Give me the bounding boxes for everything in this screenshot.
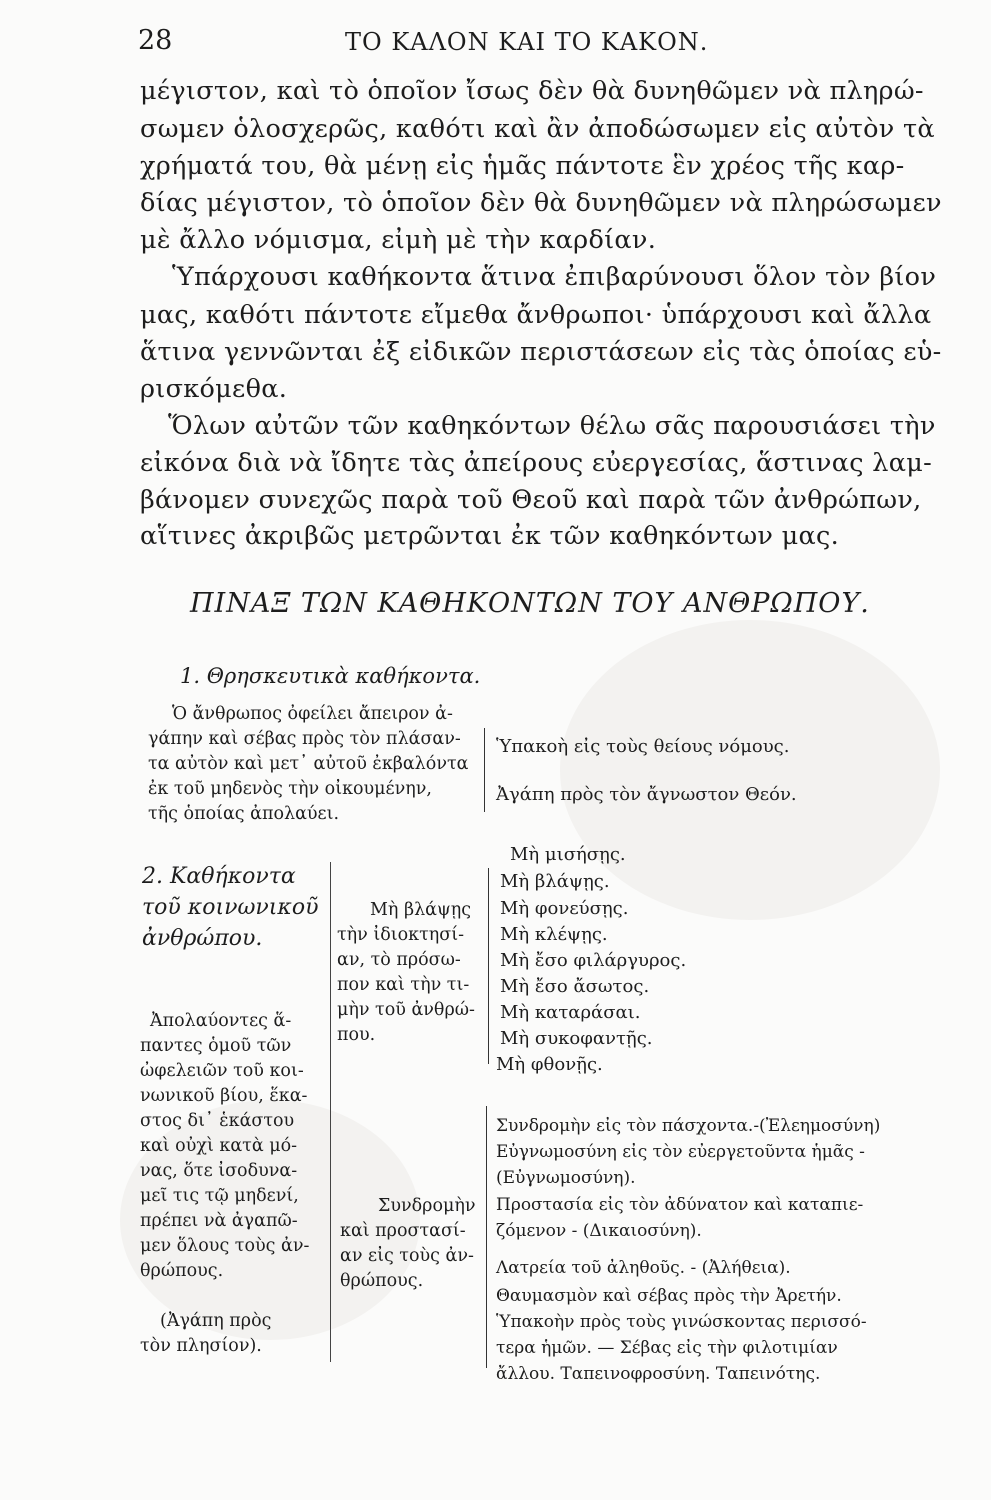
group-a-brace bbox=[488, 868, 489, 1064]
group-a-item: Μὴ φονεύσῃς. bbox=[500, 898, 629, 919]
section2-description-line: καὶ οὐχὶ κατὰ μό- bbox=[140, 1136, 298, 1156]
paper-stain bbox=[560, 620, 940, 920]
group-b-item: Προστασία εἰς τὸν ἀδύνατον καὶ καταπιε- bbox=[496, 1195, 864, 1215]
body-line: μας, καθότι πάντοτε εἴμεθα ἄνθρωποι· ὑπάρχουσι καὶ ἄλλα bbox=[140, 300, 932, 330]
body-line: Ὅλων αὐτῶν τῶν καθηκόντων θέλω σᾶς παρουσιάσει τὴν bbox=[168, 411, 936, 441]
group-a-item: Μὴ συκοφαντῇς. bbox=[500, 1028, 653, 1049]
love-note-line: (Ἀγάπη πρὸς bbox=[160, 1311, 272, 1331]
section2-description-line: μεῖ τις τῷ μηδενί, bbox=[140, 1186, 299, 1206]
group-a-item: Μὴ μισήσῃς. bbox=[510, 844, 626, 865]
section1-heading: 1. Θρησκευτικὰ καθήκοντα. bbox=[180, 664, 481, 688]
section1-duty: Ἀγάπη πρὸς τὸν ἄγνωστον Θεόν. bbox=[496, 784, 797, 805]
section2-description-line: στος δι᾽ ἑκάστου bbox=[140, 1111, 295, 1131]
group-b-item: Θαυμασμὸν καὶ σέβας πρὸς τὴν Ἀρετήν. bbox=[496, 1286, 842, 1306]
section2-description-line: μεν ὅλους τοὺς ἀν- bbox=[140, 1236, 310, 1256]
section2-description-line: νας, ὅτε ἰσοδυνα- bbox=[140, 1161, 298, 1181]
group-b-label-line: Συνδρομὴν bbox=[378, 1196, 476, 1216]
group-a-item: Μὴ κλέψῃς. bbox=[500, 924, 608, 945]
group-b-item: τερα ἡμῶν. — Σέβας εἰς τὴν φιλοτιμίαν bbox=[496, 1338, 838, 1358]
group-a-label-line: Μὴ βλάψῃς bbox=[370, 900, 472, 920]
body-line: δίας μέγιστον, τὸ ὁποῖον δὲν θὰ δυνηθῶμεν νὰ πληρώσωμεν bbox=[140, 188, 942, 218]
body-line: Ὑπάρχουσι καθήκοντα ἅτινα ἐπιβαρύνουσι ὅλον τὸν βίον bbox=[172, 262, 937, 292]
group-b-brace bbox=[486, 1106, 487, 1368]
section1-description-line: ἐκ τοῦ μηδενὸς τὴν οἰκουμένην, bbox=[148, 779, 432, 799]
love-note-line: τὸν πλησίον). bbox=[140, 1336, 262, 1356]
group-b-item: ζόμενον - (Δικαιοσύνη). bbox=[496, 1221, 702, 1241]
section2-description-line: παντες ὁμοῦ τῶν bbox=[140, 1036, 292, 1056]
group-a-item: Μὴ καταράσαι. bbox=[500, 1002, 641, 1023]
group-b-item: Εὐγνωμοσύνη εἰς τὸν εὐεργετοῦντα ἡμᾶς - bbox=[496, 1142, 865, 1162]
group-a-label-line: μὴν τοῦ ἀνθρώ- bbox=[337, 1000, 475, 1020]
section2-divider bbox=[330, 862, 331, 1362]
group-b-label-line: αν εἰς τοὺς ἀν- bbox=[340, 1246, 474, 1266]
section1-brace bbox=[484, 728, 485, 812]
body-line: σωμεν ὁλοσχερῶς, καθότι καὶ ἂν ἀποδώσωμεν εἰς αὐτὸν τὰ bbox=[140, 114, 935, 144]
section2-description-line: Ἀπολαύοντες ἅ- bbox=[150, 1011, 292, 1031]
section2-description-line: θρώπους. bbox=[140, 1261, 224, 1281]
body-line: βάνομεν συνεχῶς παρὰ τοῦ Θεοῦ καὶ παρὰ τῶν ἀνθρώπων, bbox=[140, 485, 922, 515]
group-a-label-line: που. bbox=[337, 1025, 376, 1045]
section1-description-line: τα αὐτὸν καὶ μετ᾽ αὐτοῦ ἐκβαλόντα bbox=[148, 754, 469, 774]
group-b-item: Ὑπακοὴν πρὸς τοὺς γινώσκοντας περισσό- bbox=[496, 1312, 867, 1332]
group-b-item: ἄλλου. Ταπεινοφροσύνη. Ταπεινότης. bbox=[496, 1364, 821, 1384]
group-b-item: Λατρεία τοῦ ἀληθοῦς. - (Ἀλήθεια). bbox=[496, 1258, 791, 1278]
page-number: 28 bbox=[138, 25, 173, 56]
group-a-item: Μὴ ἔσο ἄσωτος. bbox=[500, 976, 650, 997]
section1-duty: Ὑπακοὴ εἰς τοὺς θείους νόμους. bbox=[496, 736, 790, 757]
body-line: χρήματά του, θὰ μένῃ εἰς ἡμᾶς πάντοτε ἓν χρέος τῆς καρ- bbox=[140, 151, 905, 181]
section2-description-line: νωνικοῦ βίου, ἕκα- bbox=[140, 1086, 308, 1106]
section2-description-line: πρέπει νὰ ἀγαπῶ- bbox=[140, 1211, 298, 1231]
running-header: ΤΟ ΚΑΛΟΝ ΚΑΙ ΤΟ ΚΑΚΟΝ. bbox=[345, 28, 709, 56]
group-a-label-line: πον καὶ τὴν τι- bbox=[337, 975, 470, 995]
group-a-item: Μὴ ἔσο φιλάργυρος. bbox=[500, 950, 687, 971]
body-line: ἅτινα γεννῶνται ἐξ εἰδικῶν περιστάσεων εἰς τὰς ὁποίας εὑ- bbox=[140, 337, 942, 367]
body-line: ρισκόμεθα. bbox=[140, 374, 288, 404]
group-a-label-line: τὴν ἰδιοκτησί- bbox=[337, 925, 464, 945]
body-line: εἰκόνα διὰ νὰ ἴδητε τὰς ἀπείρους εὐεργεσίας, ἅστινας λαμ- bbox=[140, 448, 933, 478]
section1-description-line: τῆς ὁποίας ἀπολαύει. bbox=[148, 804, 340, 824]
section1-description-line: Ὁ ἄνθρωπος ὀφείλει ἄπειρον ἀ- bbox=[172, 704, 453, 724]
section2-heading-line: ἀνθρώπου. bbox=[142, 926, 263, 951]
section2-heading-line: τοῦ κοινωνικοῦ bbox=[142, 895, 319, 920]
table-title: ΠΙΝΑΞ ΤΩΝ ΚΑΘΗΚΟΝΤΩΝ ΤΟΥ ΑΝΘΡΩΠΟΥ. bbox=[190, 588, 870, 619]
group-b-item: Συνδρομὴν εἰς τὸν πάσχοντα.-(Ἐλεημοσύνη) bbox=[496, 1116, 881, 1136]
body-line: μὲ ἄλλο νόμισμα, εἰμὴ μὲ τὴν καρδίαν. bbox=[140, 225, 657, 255]
group-b-label-line: καὶ προστασί- bbox=[340, 1221, 466, 1241]
section1-description-line: γάπην καὶ σέβας πρὸς τὸν πλάσαν- bbox=[148, 729, 461, 749]
body-line: μέγιστον, καὶ τὸ ὁποῖον ἴσως δὲν θὰ δυνηθῶμεν νὰ πληρώ- bbox=[140, 76, 924, 106]
group-b-item: (Εὐγνωμοσύνη). bbox=[496, 1168, 636, 1188]
body-line: αἵτινες ἀκριβῶς μετρῶνται ἐκ τῶν καθηκόντων μας. bbox=[140, 521, 840, 551]
group-a-label-line: αν, τὸ πρόσω- bbox=[337, 950, 461, 970]
group-b-label-line: θρώπους. bbox=[340, 1271, 424, 1291]
section2-description-line: ὠφελειῶν τοῦ κοι- bbox=[140, 1061, 304, 1081]
group-a-item: Μὴ φθονῇς. bbox=[496, 1054, 603, 1075]
group-a-item: Μὴ βλάψῃς. bbox=[500, 871, 610, 892]
section2-heading-line: 2. Καθήκοντα bbox=[142, 864, 296, 889]
